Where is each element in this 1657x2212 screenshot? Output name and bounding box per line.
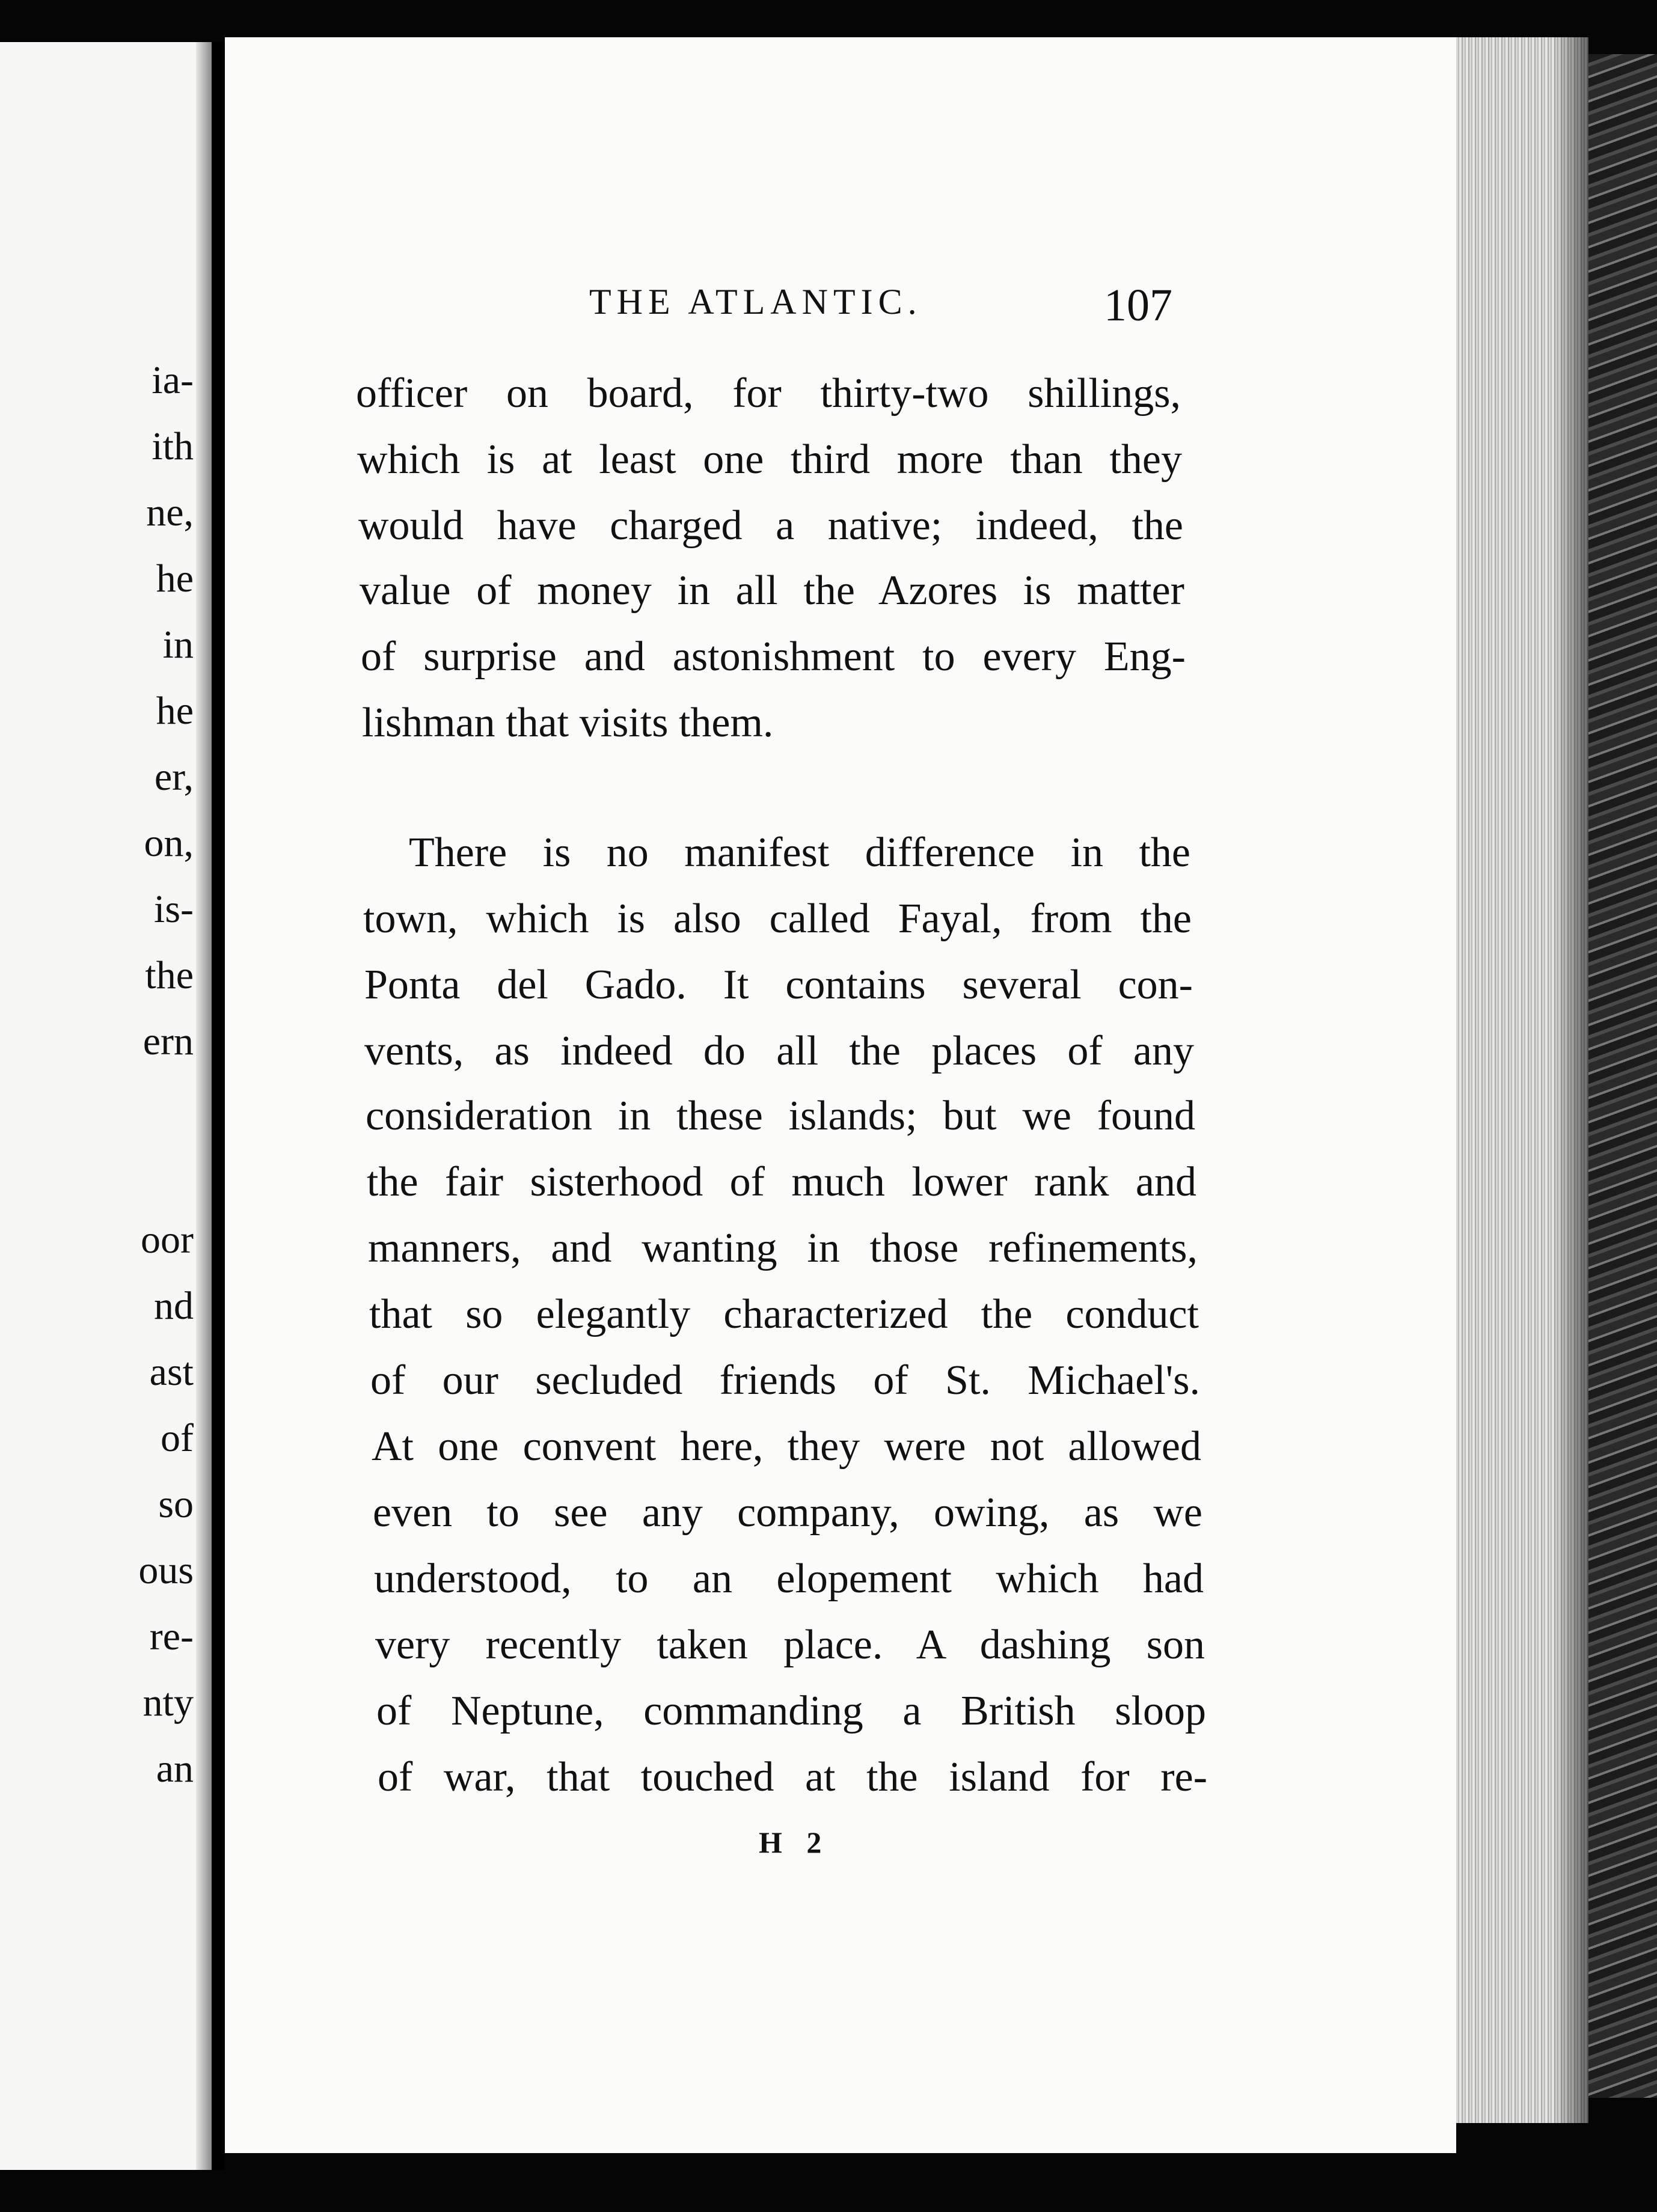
edge-shade bbox=[1552, 37, 1588, 2123]
left-line-fragment: in bbox=[162, 623, 194, 667]
gutter-shadow bbox=[196, 42, 212, 2170]
text-line: value of money in all the Azores is matter bbox=[360, 567, 1184, 614]
previous-page bbox=[0, 42, 212, 2170]
left-line-fragment: ith bbox=[152, 424, 194, 468]
left-line-fragment: on, bbox=[144, 821, 194, 865]
left-line-fragment: ast bbox=[149, 1350, 194, 1394]
left-line-fragment: an bbox=[156, 1747, 194, 1791]
text-line: manners, and wanting in those refinements, bbox=[368, 1225, 1198, 1271]
text-line: of Neptune, commanding a British sloop bbox=[376, 1688, 1206, 1734]
text-line: very recently taken place. A dashing son bbox=[375, 1622, 1205, 1668]
left-line-fragment: ne, bbox=[146, 490, 194, 534]
text-line: Ponta del Gado. It contains several con- bbox=[364, 962, 1193, 1008]
left-line-fragment: ia- bbox=[152, 358, 194, 402]
text-line: consideration in these islands; but we found bbox=[366, 1093, 1195, 1139]
text-line: even to see any company, owing, as we bbox=[373, 1489, 1202, 1536]
left-line-fragment: of bbox=[161, 1416, 194, 1460]
left-line-fragment: is- bbox=[154, 887, 194, 931]
left-line-fragment: nd bbox=[154, 1284, 194, 1328]
text-line: lishman that visits them. bbox=[362, 700, 774, 746]
text-line: the fair sisterhood of much lower rank and bbox=[367, 1159, 1196, 1205]
text-line: of war, that touched at the island for re- bbox=[378, 1754, 1207, 1800]
left-line-fragment: ous bbox=[138, 1548, 194, 1592]
text-line: of our secluded friends of St. Michael's. bbox=[370, 1357, 1200, 1404]
signature-mark: H 2 bbox=[759, 1826, 830, 1859]
left-line-fragment: the bbox=[145, 953, 194, 997]
book-gutter bbox=[212, 42, 225, 2170]
left-line-fragment: he bbox=[156, 689, 194, 733]
page-block-edge bbox=[1456, 37, 1588, 2123]
text-line: that so elegantly characterized the conduct bbox=[369, 1291, 1199, 1337]
text-line: At one convent here, they were not allowed bbox=[372, 1423, 1201, 1470]
text-line: which is at least one third more than they bbox=[357, 436, 1182, 483]
left-line-fragment: oor bbox=[141, 1218, 194, 1262]
left-line-fragment: ern bbox=[142, 1019, 194, 1063]
left-line-fragment: he bbox=[156, 557, 194, 600]
left-line-fragment: nty bbox=[142, 1681, 194, 1725]
text-line: town, which is also called Fayal, from the bbox=[363, 896, 1192, 942]
page-number: 107 bbox=[1104, 280, 1172, 331]
text-line: officer on board, for thirty-two shillings, bbox=[356, 370, 1181, 417]
text-line: of surprise and astonishment to every Eng- bbox=[361, 634, 1186, 680]
running-head: THE ATLANTIC. bbox=[589, 282, 922, 322]
text-line: understood, to an elopement which had bbox=[374, 1556, 1204, 1602]
left-line-fragment: so bbox=[158, 1482, 194, 1526]
text-line: vents, as indeed do all the places of any bbox=[364, 1028, 1194, 1074]
text-line: would have charged a native; indeed, the bbox=[358, 503, 1183, 549]
marbled-endpaper bbox=[1588, 54, 1657, 2098]
text-line: There is no manifest difference in the bbox=[409, 830, 1190, 876]
left-line-fragment: re- bbox=[149, 1615, 194, 1658]
left-line-fragment: er, bbox=[154, 755, 194, 799]
